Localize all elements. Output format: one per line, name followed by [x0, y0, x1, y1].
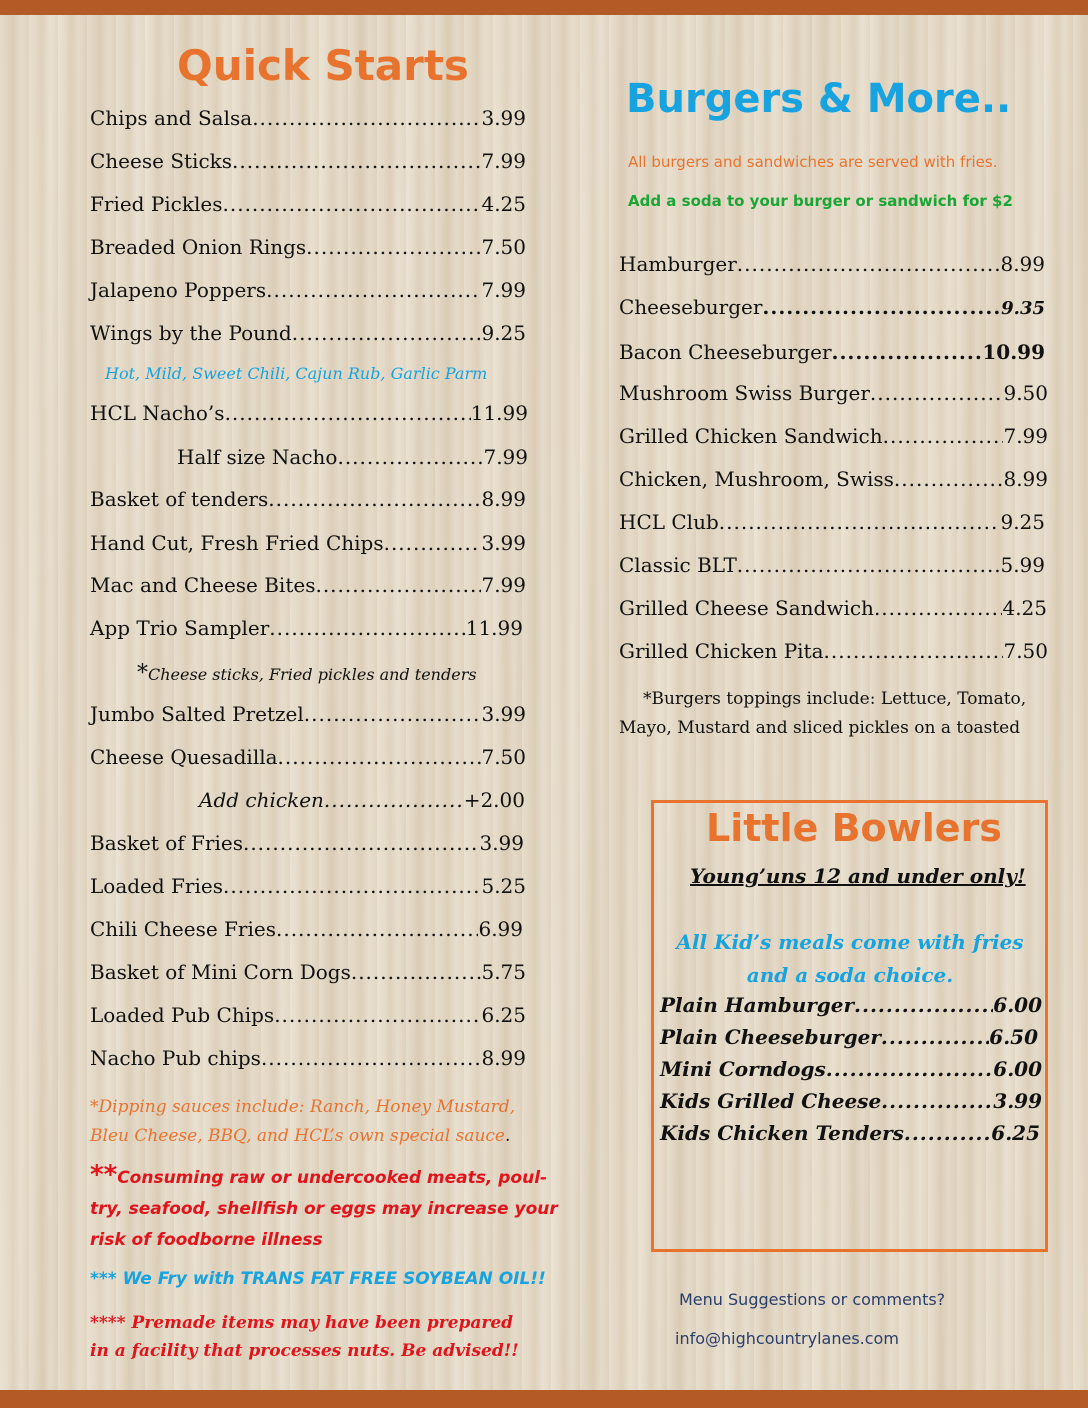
- item-price: 4.25: [1002, 596, 1047, 620]
- nuts-warning: [90, 1309, 519, 1365]
- leader-dots: [881, 1025, 989, 1049]
- menu-item: [90, 1003, 526, 1027]
- item-price: 6.50: [989, 1025, 1038, 1049]
- menu-item: [90, 831, 524, 855]
- menu-item: [619, 596, 1047, 620]
- item-price: 8.99: [1000, 252, 1045, 276]
- leader-dots: [315, 573, 481, 597]
- menu-item: [90, 1046, 526, 1070]
- item-price: 5.25: [481, 874, 526, 898]
- warning-line-1: [90, 1160, 558, 1194]
- leader-dots: [894, 467, 1004, 491]
- leader-dots: [762, 295, 1001, 319]
- item-price: 7.99: [483, 445, 528, 469]
- leader-dots: [384, 531, 482, 555]
- warning-line-1-text: Consuming raw or undercooked meats, poul-: [117, 1168, 548, 1188]
- item-name: Basket of Fries: [90, 831, 243, 855]
- trio-note-star: *: [137, 661, 148, 686]
- top-border-bar: [0, 0, 1088, 15]
- item-name: Basket of Mini Corn Dogs: [90, 960, 351, 984]
- item-price: 9.25: [1000, 510, 1045, 534]
- item-name: Jumbo Salted Pretzel: [90, 702, 304, 726]
- foodborne-warning: [90, 1160, 558, 1256]
- menu-item: [90, 531, 526, 555]
- kids-meals-line-1: All Kid’s meals come with fries: [676, 930, 1024, 954]
- item-price: 6.25: [481, 1003, 526, 1027]
- item-price: 11.99: [465, 616, 523, 640]
- item-name: Cheese Sticks: [90, 149, 233, 173]
- item-name: Plain Hamburger: [660, 993, 855, 1017]
- menu-item: [90, 235, 526, 259]
- item-name: Kids Grilled Cheese: [660, 1089, 882, 1113]
- item-name: App Trio Sampler: [90, 616, 270, 640]
- menu-item: [619, 295, 1045, 319]
- menu-item: [90, 960, 526, 984]
- warning-line-3: risk of foodborne illness: [90, 1230, 323, 1250]
- item-price: 5.75: [481, 960, 526, 984]
- leader-dots: [266, 278, 481, 302]
- item-price: 6.00: [993, 1057, 1042, 1081]
- item-name: Mushroom Swiss Burger: [619, 381, 870, 405]
- toppings-line-2: Mayo, Mustard and sliced pickles on a toasted: [619, 718, 1021, 738]
- leader-dots: [268, 487, 481, 511]
- item-name: Add chicken: [199, 788, 324, 812]
- menu-item: [619, 381, 1048, 405]
- warning-stars: **: [90, 1160, 118, 1190]
- menu-item: [90, 106, 526, 130]
- trans-fat-note: *** We Fry with TRANS FAT FREE SOYBEAN OIL!!: [90, 1269, 546, 1289]
- menu-item: [90, 487, 526, 511]
- warning-line-2: try, seafood, shellfish or eggs may increase your: [90, 1199, 558, 1219]
- item-name: Bacon Cheeseburger: [619, 340, 832, 364]
- menu-item: [619, 639, 1048, 663]
- leader-dots: [243, 831, 480, 855]
- item-price: 7.99: [481, 573, 526, 597]
- item-name: Grilled Chicken Pita: [619, 639, 824, 663]
- leader-dots: [904, 1121, 991, 1145]
- wings-flavors-note: Hot, Mild, Sweet Chili, Cajun Rub, Garlic Parm: [105, 364, 488, 383]
- item-price: 8.99: [481, 1046, 526, 1070]
- item-name: Basket of tenders: [90, 487, 269, 511]
- item-name: Grilled Chicken Sandwich: [619, 424, 883, 448]
- leader-dots: [278, 745, 482, 769]
- menu-item: [660, 1089, 1042, 1113]
- leader-dots: [719, 510, 1001, 534]
- menu-item: [90, 573, 526, 597]
- item-name: Fried Pickles: [90, 192, 223, 216]
- menu-item: [619, 510, 1045, 534]
- contact-email-link[interactable]: info@highcountrylanes.com: [675, 1329, 899, 1348]
- leader-dots: [337, 445, 483, 469]
- item-name: Chips and Salsa: [90, 106, 253, 130]
- item-name: Half size Nacho: [177, 445, 338, 469]
- little-bowlers-title: Little Bowlers: [706, 806, 1002, 850]
- item-price: 7.50: [481, 235, 526, 259]
- item-name: Wings by the Pound: [90, 321, 292, 345]
- item-price: 7.50: [481, 745, 526, 769]
- item-price: 6.25: [991, 1121, 1040, 1145]
- menu-item: [619, 252, 1045, 276]
- leader-dots: [225, 401, 471, 425]
- dipping-line-1: *Dipping sauces include: Ranch, Honey Mustard,: [90, 1097, 515, 1117]
- leader-dots: [261, 1046, 482, 1070]
- item-name: Breaded Onion Rings: [90, 235, 307, 259]
- item-price: 9.35: [1001, 298, 1045, 319]
- menu-item: [90, 917, 523, 941]
- nuts-line-2: in a facility that processes nuts. Be advised!!: [90, 1341, 519, 1361]
- leader-dots: [223, 874, 481, 898]
- item-name: Chili Cheese Fries: [90, 917, 276, 941]
- kids-meals-note: [660, 926, 1040, 992]
- soda-addon-note: Add a soda to your burger or sandwich for $2: [628, 192, 1013, 210]
- trio-sampler-note: [137, 661, 477, 686]
- menu-item: [660, 993, 1042, 1017]
- item-name: Nacho Pub chips: [90, 1046, 261, 1070]
- toppings-note: [619, 685, 1026, 743]
- leader-dots: [269, 616, 465, 640]
- leader-dots: [883, 424, 1004, 448]
- item-price: 4.25: [481, 192, 526, 216]
- item-name: HCL Club: [619, 510, 719, 534]
- leader-dots: [324, 788, 464, 812]
- item-name: Mini Corndogs: [660, 1057, 826, 1081]
- item-price: 7.99: [1003, 424, 1048, 448]
- item-name: Loaded Fries: [90, 874, 223, 898]
- item-price: 7.99: [481, 149, 526, 173]
- quick-starts-title: Quick Starts: [177, 41, 469, 90]
- item-name: Classic BLT: [619, 553, 737, 577]
- item-price: 3.99: [993, 1089, 1042, 1113]
- item-price: 3.99: [481, 106, 526, 130]
- leader-dots: [826, 1057, 994, 1081]
- burgers-title: Burgers & More..: [626, 76, 1012, 122]
- item-name: Cheese Quesadilla: [90, 745, 278, 769]
- menu-item: [660, 1121, 1040, 1145]
- item-name: Chicken, Mushroom, Swiss: [619, 467, 894, 491]
- leader-dots: [854, 993, 993, 1017]
- item-name: HCL Nacho’s: [90, 401, 225, 425]
- item-price: 3.99: [481, 702, 526, 726]
- menu-item: [90, 192, 526, 216]
- item-name: Loaded Pub Chips: [90, 1003, 275, 1027]
- dipping-line-2-text: Bleu Cheese, BBQ, and HCL’s own special sauce: [90, 1126, 505, 1146]
- little-bowlers-subtitle: Young’uns 12 and under only!: [690, 864, 1026, 888]
- leader-dots: [223, 192, 482, 216]
- item-price: 6.99: [478, 917, 523, 941]
- item-price: 8.99: [481, 487, 526, 511]
- item-name: Cheeseburger: [619, 295, 763, 319]
- item-name: Jalapeno Poppers: [90, 278, 267, 302]
- item-price: 8.99: [1003, 467, 1048, 491]
- item-price: 9.50: [1003, 381, 1048, 405]
- menu-item: [90, 321, 526, 345]
- item-price: 3.99: [479, 831, 524, 855]
- menu-item: [619, 467, 1048, 491]
- item-price: 6.00: [993, 993, 1042, 1017]
- item-price: 10.99: [982, 340, 1045, 364]
- dipping-period: .: [504, 1126, 511, 1146]
- menu-item: [90, 149, 526, 173]
- menu-item: [90, 874, 526, 898]
- item-name: Hand Cut, Fresh Fried Chips: [90, 531, 384, 555]
- leader-dots: [351, 960, 482, 984]
- leader-dots: [292, 321, 482, 345]
- menu-item: [90, 401, 528, 425]
- menu-item: [90, 278, 526, 302]
- menu-item: [619, 553, 1045, 577]
- menu-item: [90, 745, 526, 769]
- item-price: 11.99: [470, 401, 528, 425]
- menu-item: [90, 702, 526, 726]
- leader-dots: [874, 596, 1003, 620]
- leader-dots: [304, 702, 482, 726]
- leader-dots: [832, 340, 983, 364]
- dipping-sauces-note: [90, 1093, 515, 1151]
- trio-note-text: Cheese sticks, Fried pickles and tenders: [148, 665, 477, 684]
- leader-dots: [252, 106, 481, 130]
- leader-dots: [824, 639, 1004, 663]
- kids-meals-line-2: and a soda choice.: [746, 963, 954, 987]
- item-price: 7.50: [1003, 639, 1048, 663]
- toppings-line-1: *Burgers toppings include: Lettuce, Tomato,: [643, 689, 1027, 709]
- served-with-fries-note: All burgers and sandwiches are served with fries.: [628, 153, 998, 171]
- item-name: Kids Chicken Tenders: [660, 1121, 904, 1145]
- suggestions-text: Menu Suggestions or comments?: [679, 1290, 946, 1309]
- item-name: Hamburger: [619, 252, 737, 276]
- menu-item: [199, 788, 525, 812]
- menu-item: [90, 616, 523, 640]
- leader-dots: [232, 149, 481, 173]
- item-name: Grilled Cheese Sandwich: [619, 596, 874, 620]
- item-name: Plain Cheeseburger: [660, 1025, 881, 1049]
- item-price: 7.99: [481, 278, 526, 302]
- item-price: 5.99: [1000, 553, 1045, 577]
- item-price: +2.00: [463, 788, 525, 812]
- nuts-line-1: **** Premade items may have been prepared: [90, 1313, 514, 1333]
- leader-dots: [881, 1089, 993, 1113]
- item-name: Mac and Cheese Bites: [90, 573, 316, 597]
- leader-dots: [274, 1003, 481, 1027]
- bottom-border-bar: [0, 1390, 1088, 1408]
- leader-dots: [306, 235, 481, 259]
- menu-item: [660, 1025, 1038, 1049]
- item-price: 3.99: [481, 531, 526, 555]
- menu-item: [619, 424, 1048, 448]
- leader-dots: [737, 553, 1001, 577]
- menu-item: [619, 340, 1045, 364]
- leader-dots: [870, 381, 1004, 405]
- item-price: 9.25: [481, 321, 526, 345]
- leader-dots: [276, 917, 478, 941]
- menu-item: [177, 445, 528, 469]
- leader-dots: [737, 252, 1001, 276]
- dipping-line-2: [90, 1122, 515, 1151]
- menu-item: [660, 1057, 1042, 1081]
